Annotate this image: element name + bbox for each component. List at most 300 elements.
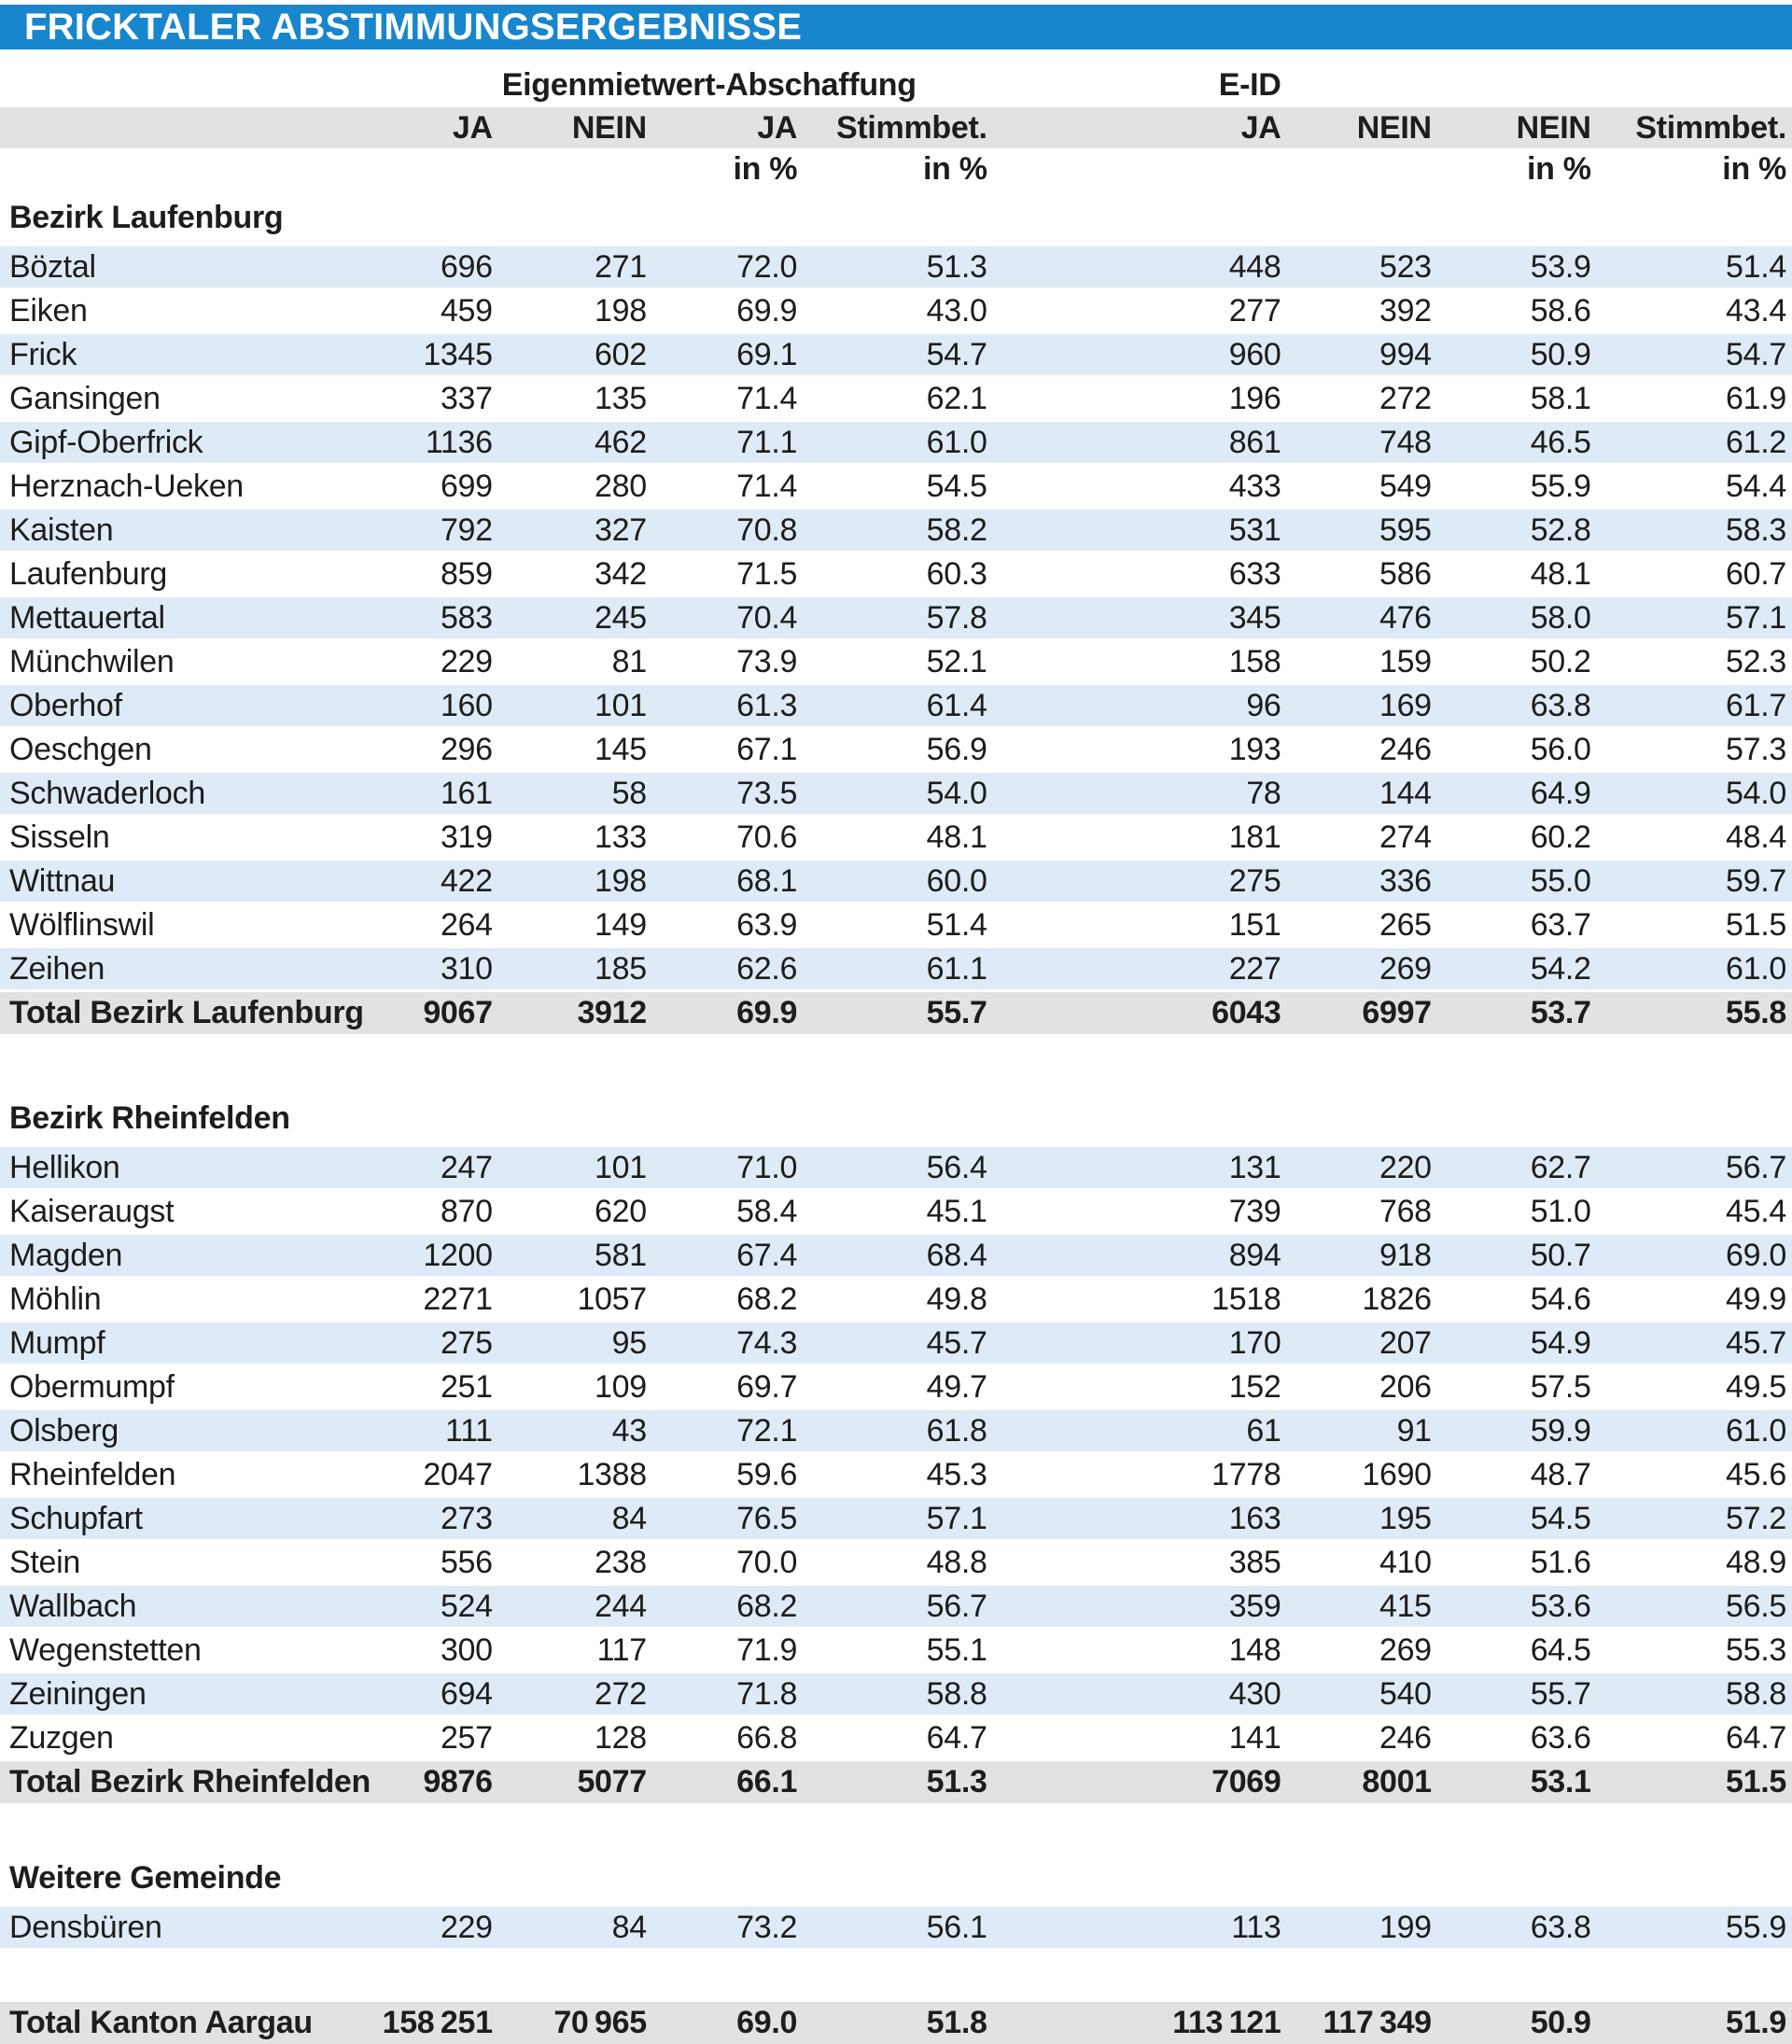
eid-ja-value: 633 [993, 553, 1287, 596]
eid-nein-value: 918 [1287, 1234, 1437, 1278]
table-row [0, 684, 1792, 728]
municipality-name: Rheinfelden [0, 1453, 372, 1497]
eid-stimmbet-pct-value: 69.0 [1597, 1234, 1792, 1278]
emw-ja-pct-value: 71.4 [652, 377, 803, 421]
municipality-name: Wittnau [0, 860, 372, 903]
eid-stimmbet-pct-value: 60.7 [1597, 553, 1792, 596]
eid-nein-pct-value: 63.6 [1437, 1716, 1597, 1760]
eid-nein-pct-value: 51.0 [1437, 1190, 1597, 1234]
eid-nein-value: 523 [1287, 245, 1437, 289]
eid-stimmbet-pct-value: 48.9 [1597, 1541, 1792, 1585]
table-row [0, 1322, 1792, 1365]
eid-nein-pct-value: 54.5 [1437, 1497, 1597, 1541]
eid-nein-value: 1690 [1287, 1453, 1437, 1497]
eid-ja-value: 275 [993, 860, 1287, 903]
municipality-name: Oberhof [0, 684, 372, 728]
emw-ja-pct-value: 69.7 [652, 1365, 803, 1409]
eid-nein-value: 199 [1287, 1906, 1437, 1949]
municipality-name: Laufenburg [0, 553, 372, 596]
eid-ja-value: 227 [993, 947, 1287, 991]
emw-ja-value: 251 [372, 1365, 497, 1409]
eid-nein-value: 6997 [1287, 991, 1437, 1035]
emw-ja-pct-value: 67.4 [652, 1234, 803, 1278]
emw-nein-value: 117 [498, 1629, 652, 1673]
emw-nein-value: 244 [498, 1585, 652, 1629]
eid-stimmbet-pct-value: 49.5 [1597, 1365, 1792, 1409]
emw-stimmbet-pct-value: 49.8 [803, 1278, 993, 1322]
eid-ja-value: 385 [993, 1541, 1287, 1585]
emw-stimmbet-pct-value: 55.7 [803, 991, 993, 1035]
emw-stimmbet-pct-value: 49.7 [803, 1365, 993, 1409]
eid-ja-value: 141 [993, 1716, 1287, 1760]
emw-nein-value: 145 [498, 728, 652, 772]
emw-ja-value: 247 [372, 1146, 497, 1190]
table-head [0, 61, 1792, 189]
table-row [0, 640, 1792, 684]
emw-stimmbet-pct-value: 51.3 [803, 245, 993, 289]
emw-nein-value: 84 [498, 1906, 652, 1949]
eid-nein-pct-value: 64.9 [1437, 772, 1597, 816]
eid-stimmbet-pct-value: 56.5 [1597, 1585, 1792, 1629]
eid-nein-pct-value: 58.0 [1437, 596, 1597, 640]
emw-stimmbet-pct-value: 56.4 [803, 1146, 993, 1190]
emw-ja-value: 9067 [372, 991, 497, 1035]
emw-nein-value: 101 [498, 1146, 652, 1190]
eid-stimmbet-pct-value: 51.5 [1597, 1760, 1792, 1804]
municipality-name: Total Bezirk Laufenburg [0, 991, 372, 1035]
emw-ja-value: 792 [372, 509, 497, 553]
table-row [0, 289, 1792, 333]
table-row [0, 1673, 1792, 1716]
eid-ja-value: 113 [993, 1906, 1287, 1949]
eid-ja-value: 359 [993, 1585, 1287, 1629]
emw-stimmbet-pct-value: 60.0 [803, 860, 993, 903]
eid-stimmbet-pct-value: 48.4 [1597, 816, 1792, 860]
eid-nein-value: 269 [1287, 947, 1437, 991]
eid-nein-value: 117 349 [1287, 2001, 1437, 2044]
eid-nein-pct-value: 56.0 [1437, 728, 1597, 772]
eid-ja-value: 894 [993, 1234, 1287, 1278]
municipality-name: Schupfart [0, 1497, 372, 1541]
eid-nein-pct-value: 53.7 [1437, 991, 1597, 1035]
emw-stimmbet-pct-value: 68.4 [803, 1234, 993, 1278]
eid-stimmbet-pct-value: 51.9 [1597, 2001, 1792, 2044]
eid-nein-pct-value: 48.1 [1437, 553, 1597, 596]
table-row [0, 465, 1792, 509]
table-row [0, 1585, 1792, 1629]
table-row [0, 1541, 1792, 1585]
emw-nein-value: 84 [498, 1497, 652, 1541]
emw-ja-pct-value: 59.6 [652, 1453, 803, 1497]
sub-header-eid-nein-pct: in % [1437, 148, 1597, 189]
municipality-name: Sisseln [0, 816, 372, 860]
table-row [0, 245, 1792, 289]
municipality-name: Schwaderloch [0, 772, 372, 816]
municipality-name: Zeihen [0, 947, 372, 991]
eid-nein-value: 392 [1287, 289, 1437, 333]
eid-nein-value: 549 [1287, 465, 1437, 509]
column-header-eid-ja: JA [993, 107, 1287, 148]
eid-nein-value: 274 [1287, 816, 1437, 860]
eid-ja-value: 181 [993, 816, 1287, 860]
table-row [0, 772, 1792, 816]
table-row [0, 596, 1792, 640]
emw-nein-value: 128 [498, 1716, 652, 1760]
eid-stimmbet-pct-value: 54.7 [1597, 333, 1792, 377]
table-row [0, 1365, 1792, 1409]
eid-stimmbet-pct-value: 45.4 [1597, 1190, 1792, 1234]
eid-stimmbet-pct-value: 58.8 [1597, 1673, 1792, 1716]
emw-stimmbet-pct-value: 61.0 [803, 421, 993, 465]
eid-nein-pct-value: 54.2 [1437, 947, 1597, 991]
emw-nein-value: 238 [498, 1541, 652, 1585]
emw-ja-pct-value: 72.1 [652, 1409, 803, 1453]
eid-nein-pct-value: 52.8 [1437, 509, 1597, 553]
emw-ja-value: 2271 [372, 1278, 497, 1322]
municipality-name: Hellikon [0, 1146, 372, 1190]
municipality-name: Magden [0, 1234, 372, 1278]
emw-ja-pct-value: 71.9 [652, 1629, 803, 1673]
sub-header-row [0, 148, 1792, 189]
eid-stimmbet-pct-value: 61.9 [1597, 377, 1792, 421]
eid-ja-value: 158 [993, 640, 1287, 684]
emw-nein-value: 280 [498, 465, 652, 509]
group-header-spacer [0, 61, 498, 107]
eid-nein-pct-value: 64.5 [1437, 1629, 1597, 1673]
table-body [0, 189, 1792, 2044]
emw-stimmbet-pct-value: 60.3 [803, 553, 993, 596]
group-header-spacer-right [1287, 61, 1792, 107]
emw-nein-value: 245 [498, 596, 652, 640]
eid-nein-value: 272 [1287, 377, 1437, 421]
municipality-name: Kaiseraugst [0, 1190, 372, 1234]
municipality-name: Frick [0, 333, 372, 377]
eid-ja-value: 151 [993, 903, 1287, 947]
emw-ja-pct-value: 63.9 [652, 903, 803, 947]
eid-nein-pct-value: 58.1 [1437, 377, 1597, 421]
eid-ja-value: 960 [993, 333, 1287, 377]
eid-stimmbet-pct-value: 55.9 [1597, 1906, 1792, 1949]
emw-nein-value: 1057 [498, 1278, 652, 1322]
table-row [0, 816, 1792, 860]
spacer-row [0, 1948, 1792, 2001]
municipality-name: Wallbach [0, 1585, 372, 1629]
emw-nein-value: 272 [498, 1673, 652, 1716]
municipality-name: Total Bezirk Rheinfelden [0, 1760, 372, 1804]
eid-ja-value: 861 [993, 421, 1287, 465]
eid-nein-pct-value: 50.9 [1437, 333, 1597, 377]
eid-stimmbet-pct-value: 52.3 [1597, 640, 1792, 684]
eid-nein-pct-value: 50.9 [1437, 2001, 1597, 2044]
eid-ja-value: 6043 [993, 991, 1287, 1035]
eid-nein-pct-value: 48.7 [1437, 1453, 1597, 1497]
emw-ja-pct-value: 69.1 [652, 333, 803, 377]
results-table [0, 61, 1792, 2044]
municipality-name: Mettauertal [0, 596, 372, 640]
emw-nein-value: 327 [498, 509, 652, 553]
eid-nein-value: 144 [1287, 772, 1437, 816]
eid-nein-pct-value: 63.7 [1437, 903, 1597, 947]
eid-stimmbet-pct-value: 56.7 [1597, 1146, 1792, 1190]
eid-ja-value: 148 [993, 1629, 1287, 1673]
eid-nein-pct-value: 55.0 [1437, 860, 1597, 903]
eid-ja-value: 430 [993, 1673, 1287, 1716]
eid-nein-pct-value: 54.6 [1437, 1278, 1597, 1322]
eid-stimmbet-pct-value: 49.9 [1597, 1278, 1792, 1322]
emw-ja-value: 556 [372, 1541, 497, 1585]
municipality-name: Stein [0, 1541, 372, 1585]
emw-ja-value: 160 [372, 684, 497, 728]
eid-nein-value: 246 [1287, 728, 1437, 772]
emw-stimmbet-pct-value: 55.1 [803, 1629, 993, 1673]
section-title: Weitere Gemeinde [0, 1850, 1792, 1906]
emw-ja-pct-value: 62.6 [652, 947, 803, 991]
emw-nein-value: 81 [498, 640, 652, 684]
emw-ja-pct-value: 69.9 [652, 991, 803, 1035]
table-row [0, 728, 1792, 772]
eid-ja-value: 739 [993, 1190, 1287, 1234]
eid-stimmbet-pct-value: 57.1 [1597, 596, 1792, 640]
table-row [0, 947, 1792, 991]
table-row [0, 1497, 1792, 1541]
emw-stimmbet-pct-value: 48.8 [803, 1541, 993, 1585]
emw-ja-pct-value: 67.1 [652, 728, 803, 772]
eid-stimmbet-pct-value: 55.8 [1597, 991, 1792, 1035]
emw-stimmbet-pct-value: 52.1 [803, 640, 993, 684]
sub-header-emw-ja-pct: in % [652, 148, 803, 189]
emw-ja-value: 9876 [372, 1760, 497, 1804]
eid-stimmbet-pct-value: 61.0 [1597, 1409, 1792, 1453]
eid-ja-value: 193 [993, 728, 1287, 772]
eid-nein-pct-value: 53.1 [1437, 1760, 1597, 1804]
emw-nein-value: 198 [498, 289, 652, 333]
spacer-row [0, 1034, 1792, 1090]
eid-nein-value: 91 [1287, 1409, 1437, 1453]
eid-stimmbet-pct-value: 54.0 [1597, 772, 1792, 816]
eid-ja-value: 96 [993, 684, 1287, 728]
section-total-row [0, 1760, 1792, 1804]
emw-stimmbet-pct-value: 51.3 [803, 1760, 993, 1804]
eid-ja-value: 448 [993, 245, 1287, 289]
group-header-row [0, 61, 1792, 107]
eid-nein-pct-value: 50.7 [1437, 1234, 1597, 1278]
emw-ja-value: 264 [372, 903, 497, 947]
eid-nein-value: 159 [1287, 640, 1437, 684]
emw-stimmbet-pct-value: 54.7 [803, 333, 993, 377]
emw-stimmbet-pct-value: 62.1 [803, 377, 993, 421]
column-header-row [0, 107, 1792, 148]
emw-ja-value: 273 [372, 1497, 497, 1541]
eid-nein-value: 195 [1287, 1497, 1437, 1541]
section-header-row [0, 1090, 1792, 1146]
municipality-name: Möhlin [0, 1278, 372, 1322]
emw-stimmbet-pct-value: 54.0 [803, 772, 993, 816]
emw-ja-value: 2047 [372, 1453, 497, 1497]
eid-stimmbet-pct-value: 54.4 [1597, 465, 1792, 509]
eid-stimmbet-pct-value: 61.2 [1597, 421, 1792, 465]
eid-stimmbet-pct-value: 61.0 [1597, 947, 1792, 991]
emw-ja-pct-value: 70.0 [652, 1541, 803, 1585]
eid-stimmbet-pct-value: 58.3 [1597, 509, 1792, 553]
municipality-name: Eiken [0, 289, 372, 333]
emw-nein-value: 109 [498, 1365, 652, 1409]
emw-nein-value: 133 [498, 816, 652, 860]
emw-ja-pct-value: 72.0 [652, 245, 803, 289]
emw-ja-value: 859 [372, 553, 497, 596]
table-row [0, 1409, 1792, 1453]
spacer-row [0, 1803, 1792, 1850]
section-header-row [0, 189, 1792, 245]
emw-ja-value: 583 [372, 596, 497, 640]
emw-ja-pct-value: 73.5 [652, 772, 803, 816]
eid-nein-value: 265 [1287, 903, 1437, 947]
emw-ja-pct-value: 71.5 [652, 553, 803, 596]
page-title: FRICKTALER ABSTIMMUNGSERGEBNISSE [24, 7, 802, 48]
emw-nein-value: 462 [498, 421, 652, 465]
municipality-name: Total Kanton Aargau [0, 2001, 372, 2044]
emw-ja-pct-value: 61.3 [652, 684, 803, 728]
eid-ja-value: 7069 [993, 1760, 1287, 1804]
municipality-name: Wegenstetten [0, 1629, 372, 1673]
column-header-emw-ja-pct: JA [652, 107, 803, 148]
title-bar [0, 5, 1792, 49]
eid-nein-value: 220 [1287, 1146, 1437, 1190]
column-header-emw-ja: JA [372, 107, 497, 148]
eid-nein-value: 169 [1287, 684, 1437, 728]
emw-ja-pct-value: 71.8 [652, 1673, 803, 1716]
eid-nein-value: 540 [1287, 1673, 1437, 1716]
emw-stimmbet-pct-value: 56.9 [803, 728, 993, 772]
eid-stimmbet-pct-value: 57.3 [1597, 728, 1792, 772]
eid-ja-value: 131 [993, 1146, 1287, 1190]
emw-stimmbet-pct-value: 45.3 [803, 1453, 993, 1497]
eid-nein-value: 8001 [1287, 1760, 1437, 1804]
emw-ja-value: 161 [372, 772, 497, 816]
emw-nein-value: 43 [498, 1409, 652, 1453]
emw-stimmbet-pct-value: 48.1 [803, 816, 993, 860]
municipality-name: Zuzgen [0, 1716, 372, 1760]
eid-ja-value: 113 121 [993, 2001, 1287, 2044]
table-row [0, 333, 1792, 377]
column-header-eid-stimmbet: Stimmbet. [1597, 107, 1792, 148]
emw-stimmbet-pct-value: 56.7 [803, 1585, 993, 1629]
eid-stimmbet-pct-value: 61.7 [1597, 684, 1792, 728]
eid-nein-value: 269 [1287, 1629, 1437, 1673]
sub-header-emw-stimmbet-pct: in % [803, 148, 993, 189]
table-row [0, 1906, 1792, 1949]
emw-ja-value: 257 [372, 1716, 497, 1760]
eid-nein-pct-value: 55.7 [1437, 1673, 1597, 1716]
eid-stimmbet-pct-value: 57.2 [1597, 1497, 1792, 1541]
emw-stimmbet-pct-value: 51.4 [803, 903, 993, 947]
emw-stimmbet-pct-value: 64.7 [803, 1716, 993, 1760]
emw-ja-value: 319 [372, 816, 497, 860]
table-row [0, 553, 1792, 596]
emw-ja-pct-value: 70.8 [652, 509, 803, 553]
table-row [0, 860, 1792, 903]
emw-stimmbet-pct-value: 61.8 [803, 1409, 993, 1453]
emw-ja-pct-value: 66.1 [652, 1760, 803, 1804]
emw-stimmbet-pct-value: 43.0 [803, 289, 993, 333]
eid-nein-value: 1826 [1287, 1278, 1437, 1322]
emw-nein-value: 58 [498, 772, 652, 816]
emw-nein-value: 70 965 [498, 2001, 652, 2044]
eid-nein-value: 246 [1287, 1716, 1437, 1760]
municipality-name: Gipf-Oberfrick [0, 421, 372, 465]
eid-nein-pct-value: 57.5 [1437, 1365, 1597, 1409]
emw-ja-value: 310 [372, 947, 497, 991]
emw-ja-pct-value: 69.0 [652, 2001, 803, 2044]
municipality-name: Densbüren [0, 1906, 372, 1949]
emw-nein-value: 271 [498, 245, 652, 289]
emw-ja-value: 696 [372, 245, 497, 289]
eid-nein-pct-value: 46.5 [1437, 421, 1597, 465]
table-row [0, 1190, 1792, 1234]
emw-nein-value: 342 [498, 553, 652, 596]
eid-nein-value: 994 [1287, 333, 1437, 377]
table-row [0, 903, 1792, 947]
municipality-name: Obermumpf [0, 1365, 372, 1409]
eid-nein-pct-value: 63.8 [1437, 1906, 1597, 1949]
eid-ja-value: 433 [993, 465, 1287, 509]
eid-nein-pct-value: 60.2 [1437, 816, 1597, 860]
emw-ja-value: 111 [372, 1409, 497, 1453]
eid-ja-value: 78 [993, 772, 1287, 816]
emw-ja-value: 229 [372, 640, 497, 684]
emw-ja-value: 1200 [372, 1234, 497, 1278]
eid-ja-value: 531 [993, 509, 1287, 553]
emw-ja-value: 870 [372, 1190, 497, 1234]
eid-nein-pct-value: 50.2 [1437, 640, 1597, 684]
emw-stimmbet-pct-value: 58.2 [803, 509, 993, 553]
emw-nein-value: 135 [498, 377, 652, 421]
eid-stimmbet-pct-value: 64.7 [1597, 1716, 1792, 1760]
eid-nein-value: 586 [1287, 553, 1437, 596]
municipality-name: Böztal [0, 245, 372, 289]
eid-ja-value: 196 [993, 377, 1287, 421]
eid-nein-value: 410 [1287, 1541, 1437, 1585]
emw-stimmbet-pct-value: 45.1 [803, 1190, 993, 1234]
table-row [0, 421, 1792, 465]
grand-total-row [0, 2001, 1792, 2044]
emw-ja-pct-value: 71.1 [652, 421, 803, 465]
eid-stimmbet-pct-value: 43.4 [1597, 289, 1792, 333]
emw-ja-pct-value: 71.4 [652, 465, 803, 509]
section-header-row [0, 1850, 1792, 1906]
sub-header-eid-stimmbet-pct: in % [1597, 148, 1792, 189]
eid-ja-value: 61 [993, 1409, 1287, 1453]
table-row [0, 1278, 1792, 1322]
municipality-name: Zeiningen [0, 1673, 372, 1716]
emw-ja-value: 459 [372, 289, 497, 333]
table-row [0, 1716, 1792, 1760]
eid-nein-pct-value: 59.9 [1437, 1409, 1597, 1453]
section-total-row [0, 991, 1792, 1035]
municipality-name: Olsberg [0, 1409, 372, 1453]
column-header-eid-nein: NEIN [1287, 107, 1437, 148]
emw-nein-value: 101 [498, 684, 652, 728]
emw-stimmbet-pct-value: 57.8 [803, 596, 993, 640]
emw-nein-value: 185 [498, 947, 652, 991]
table-row [0, 1629, 1792, 1673]
municipality-name: Wölflinswil [0, 903, 372, 947]
emw-nein-value: 620 [498, 1190, 652, 1234]
eid-nein-value: 336 [1287, 860, 1437, 903]
eid-stimmbet-pct-value: 55.3 [1597, 1629, 1792, 1673]
emw-stimmbet-pct-value: 61.1 [803, 947, 993, 991]
emw-ja-value: 422 [372, 860, 497, 903]
emw-stimmbet-pct-value: 58.8 [803, 1673, 993, 1716]
